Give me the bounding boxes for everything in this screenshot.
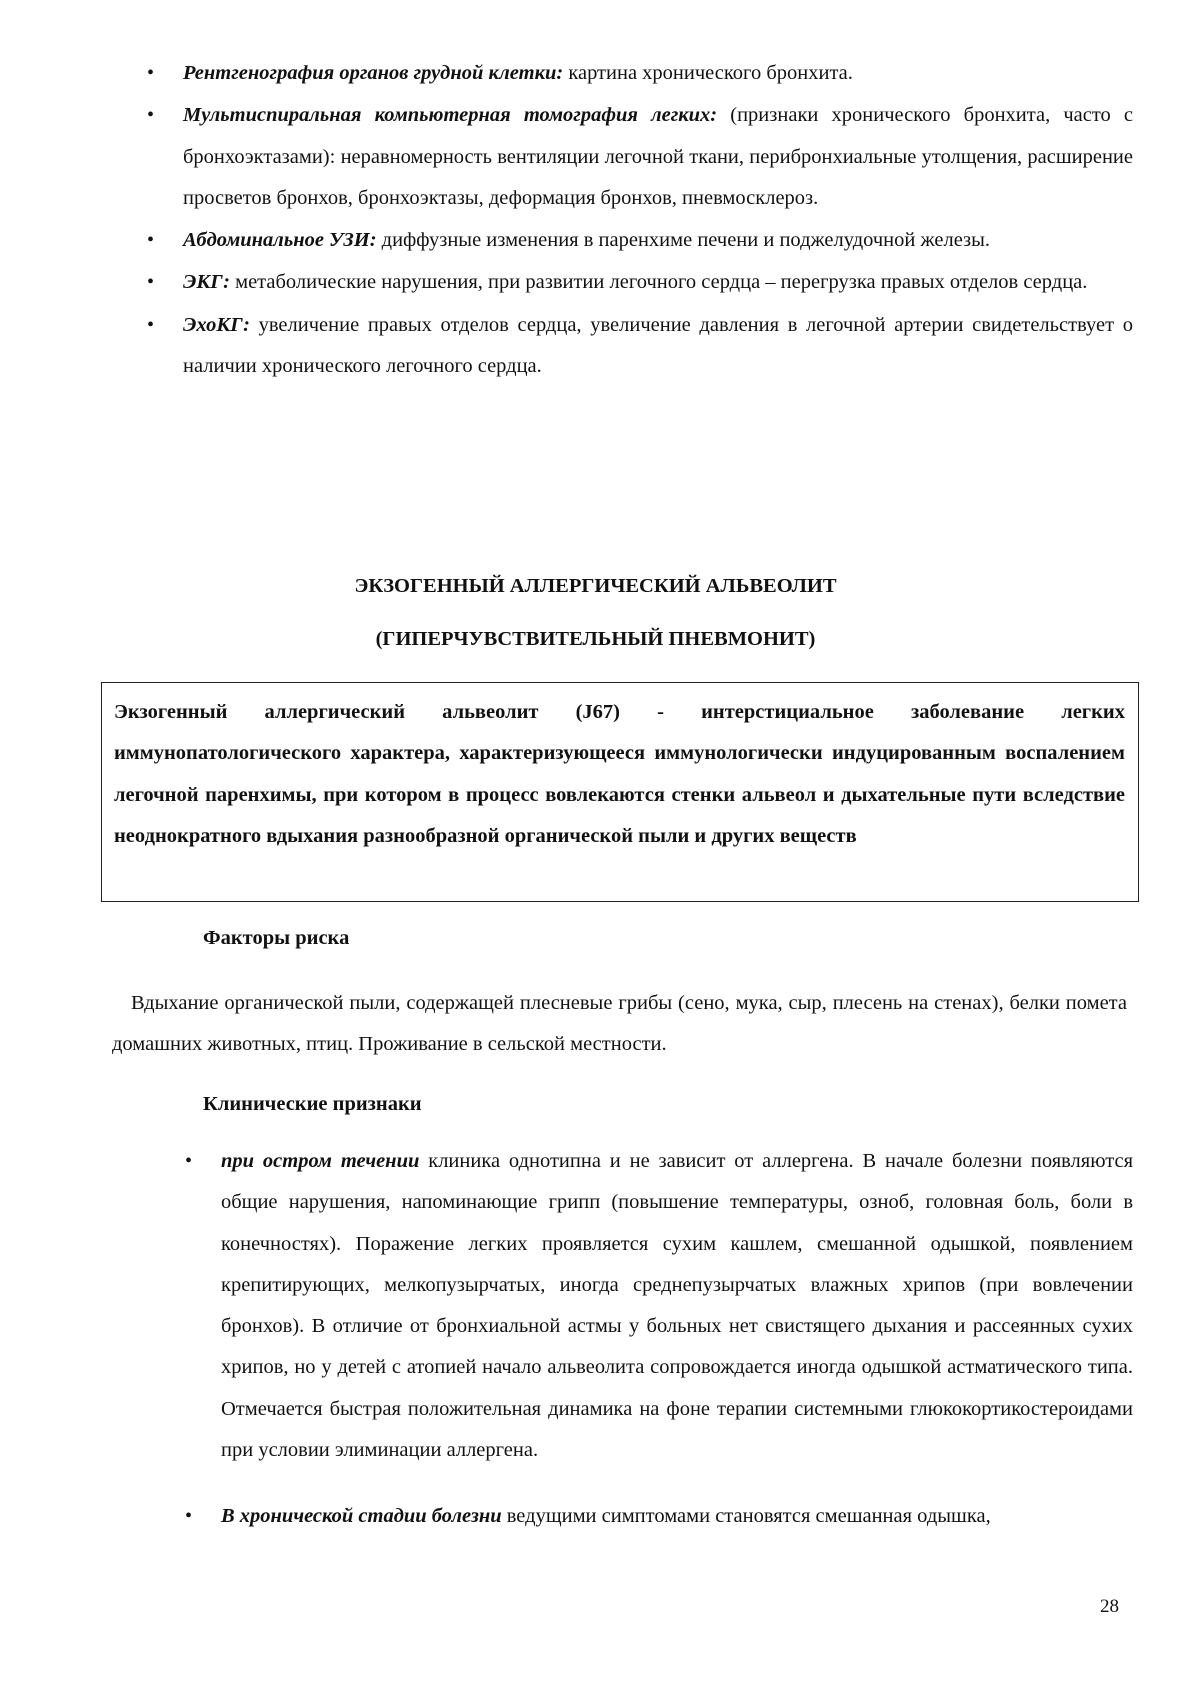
bullet-icon: • — [185, 1150, 193, 1172]
clinical-signs-heading: Клинические признаки — [203, 1093, 422, 1115]
section-title: ЭКЗОГЕННЫЙ АЛЛЕРГИЧЕСКИЙ АЛЬВЕОЛИТ — [354, 575, 837, 597]
clinical-signs-list — [0, 1141, 1191, 1538]
bullet-icon: • — [185, 1505, 193, 1528]
list-item-text — [183, 220, 1133, 261]
bullet-icon: • — [147, 62, 155, 84]
list-item-term: В хронической стадии болезни — [221, 1505, 502, 1528]
list-item-body: (признаки хронического бронхита, часто с бронхоэктазами): неравномерность вентиляции легочной ткани, перибронхиальные утолщения, расширение просветов бронхов, бронхоэктазы, деформация бронхов, пневмосклероз. — [183, 104, 1133, 209]
list-item-body: метаболические нарушения, при развитии легочного сердца – перегрузка правых отделов сердца. — [229, 271, 1088, 294]
list-item-term: Рентгенография органов грудной клетки: — [183, 62, 564, 84]
list-item — [0, 1496, 1191, 1537]
page-number: 28 — [1100, 1596, 1119, 1617]
list-item-text — [221, 1496, 1133, 1537]
list-item-body: клиника однотипна и не зависит от аллергена. В начале болезни появляются общие нарушения, напоминающие грипп (повышение температуры, озноб, головная боль, боли в конечностях). Поражение легких проявляется сухим кашлем, смешанной одышкой, появлением крепитирующих, мелкопузырчатых, иногда среднепузырчатых влажных хрипов (при вовлечении бронхов). В отличие от бронхиальной астмы у больных нет свистящего дыхания и рассеянных сухих хрипов, но у детей с атопией начало альвеолита сопровождается иногда одышкой астматического типа. Отмечается быстрая положительная динамика на фоне терапии системными глюкокортикостероидами при условии элиминации аллергена. — [221, 1150, 1133, 1462]
list-item-body: картина хронического бронхита. — [563, 62, 853, 84]
diagnostics-list — [0, 53, 1191, 387]
list-item-term: Мультиспиральная компьютерная томография легких: — [183, 104, 718, 127]
bullet-icon: • — [147, 104, 155, 127]
list-item — [0, 53, 1191, 94]
list-item-text — [221, 1141, 1133, 1471]
list-item — [0, 1141, 1191, 1471]
risk-factors-heading: Факторы риска — [203, 927, 350, 949]
section-subtitle: (ГИПЕРЧУВСТВИТЕЛЬНЫЙ ПНЕВМОНИТ) — [375, 628, 816, 650]
list-item — [0, 305, 1191, 388]
list-item-text — [183, 262, 1133, 303]
list-item-body: диффузные изменения в паренхиме печени и поджелудочной железы. — [376, 229, 991, 252]
list-item-term: Абдоминальное УЗИ: — [183, 229, 377, 252]
list-item-text — [183, 95, 1133, 219]
list-item — [0, 95, 1191, 219]
bullet-icon: • — [147, 313, 155, 336]
list-item-text — [183, 53, 1133, 94]
bullet-icon: • — [147, 229, 155, 252]
list-item-body: ведущими симптомами становятся смешанная одышка, — [501, 1505, 991, 1528]
list-item-term: при остром течении — [221, 1150, 420, 1172]
bullet-icon: • — [147, 271, 155, 294]
list-item-term: ЭКГ: — [183, 271, 230, 294]
risk-factors-text: Вдыхание органической пыли, содержащей плесневые грибы (сено, мука, сыр, плесень на стенах), белки помета домашних животных, птиц. Проживание в сельской местности. — [112, 992, 1127, 1056]
list-item-term: ЭхоКГ: — [183, 313, 250, 336]
definition-box: Экзогенный аллергический альвеолит (J67) - интерстициальное заболевание легких иммунопатологического характера, характеризующееся иммунологически индуцированным воспалением легочной паренхимы, при котором в процесс вовлекаются стенки альвеол и дыхательные пути вследствие неоднократного вдыхания разнообразной органической пыли и других веществ — [101, 682, 1139, 902]
list-item — [0, 220, 1191, 261]
list-item-body: увеличение правых отделов сердца, увеличение давления в легочной артерии свидетельствует о наличии хронического легочного сердца. — [183, 313, 1133, 378]
list-item — [0, 262, 1191, 303]
list-item-text — [183, 305, 1133, 388]
